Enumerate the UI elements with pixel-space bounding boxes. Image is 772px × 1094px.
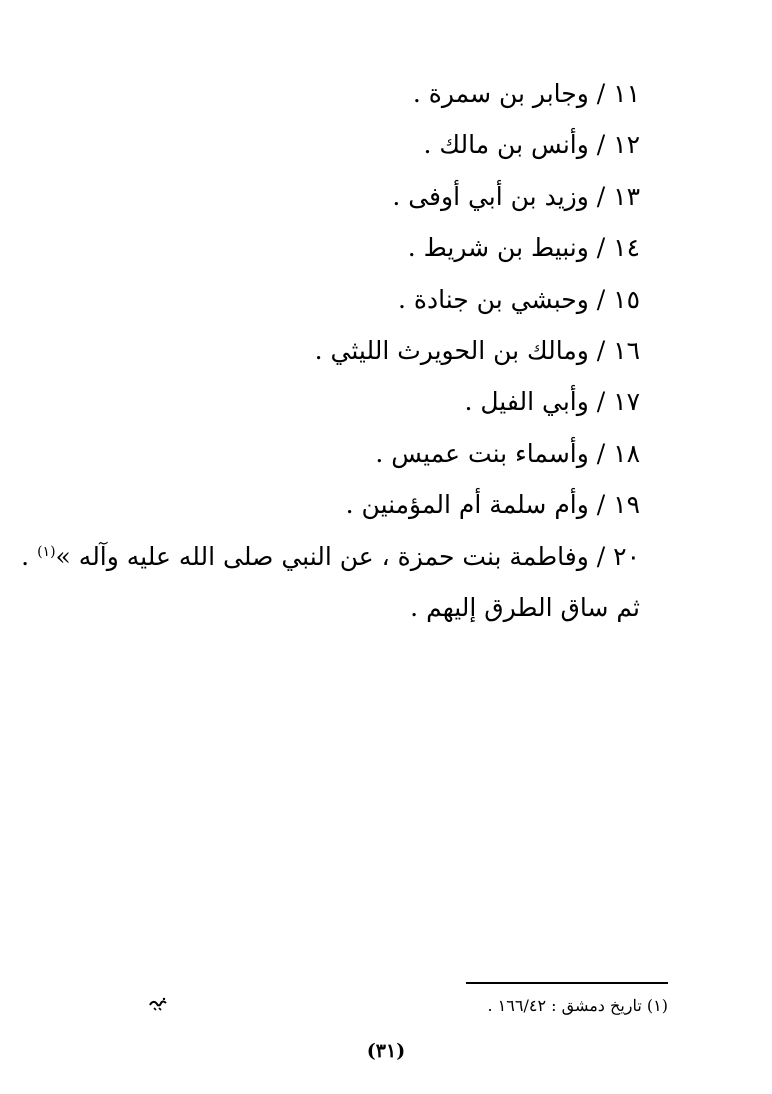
narrator-line: ١٦ / ومالك بن الحويرث الليثي . xyxy=(314,335,640,365)
page-number: (٣١) xyxy=(366,1040,406,1062)
narrator-line: ١١ / وجابر بن سمرة . xyxy=(412,79,640,108)
narrator-line: ١٥ / وحبشي بن جنادة . xyxy=(397,284,640,314)
narrator-line: ١٣ / وزيد بن أبي أوفى . xyxy=(392,181,640,211)
narrator-line: ١٩ / وأم سلمة أم المؤمنين . xyxy=(345,490,640,520)
footnote-text: (١) تاريخ دمشق : ١٦٦/٤٢ . xyxy=(487,996,668,1015)
narrator-line-text: ٢٠ / وفاطمة بنت حمزة ، عن النبي صلى الله عليه وآله » xyxy=(55,541,640,571)
narrator-line-with-footnote xyxy=(21,531,640,582)
narrator-line-tail: . xyxy=(21,541,38,571)
narrator-line: ١٢ / وأنس بن مالك . xyxy=(423,130,640,160)
narrator-list xyxy=(21,68,640,633)
narrator-line: ١٨ / وأسماء بنت عميس . xyxy=(375,438,640,468)
footnote-reference: (١) xyxy=(37,543,56,560)
narrator-line: ١٧ / وأبي الفيل . xyxy=(464,387,640,417)
ornament-mark-icon xyxy=(148,996,168,1012)
closing-line: ثم ساق الطرق إليهم . xyxy=(410,592,640,622)
footnote-separator xyxy=(466,982,668,984)
narrator-line: ١٤ / ونبيط بن شريط . xyxy=(407,233,640,263)
